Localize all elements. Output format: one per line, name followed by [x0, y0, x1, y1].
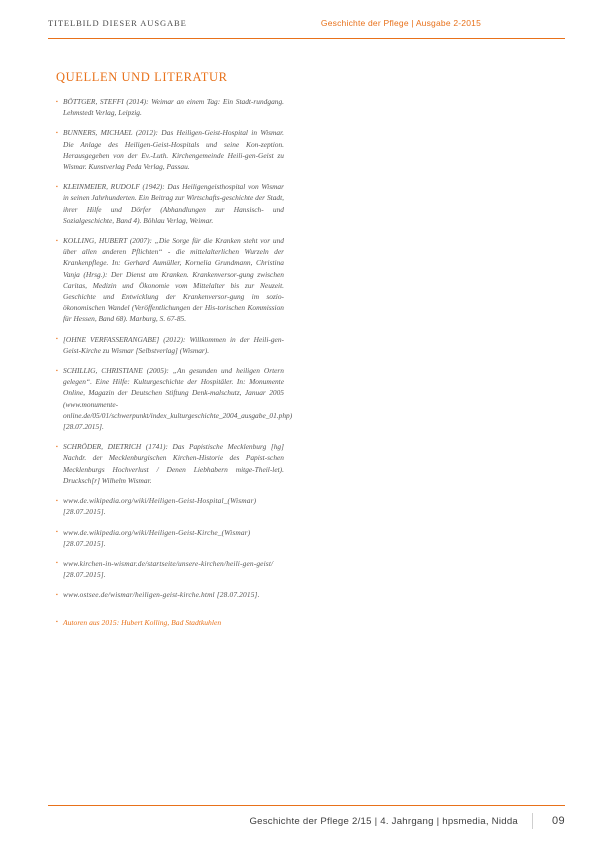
reference-item-url[interactable]: ▪ www.ostsee.de/wismar/heiligen-geist-kirche.html [28.07.2015]. [56, 589, 284, 600]
reference-item: ▪ KLEINMEIER, RUDOLF (1942): Das Heiligengeisthospital von Wismar in seinen Jahrhunderten. Ein Beitrag zur Wirtschafts-geschichte der Stadt, ihrer Hilfe und Dörfer (Abhandlungen zur Hansisch- und Sozialgeschichte, Band 4). Böhlau Verlag, Weimar. [56, 181, 284, 226]
page-header [48, 18, 565, 40]
footer-divider [48, 805, 565, 806]
reference-item: ▪ BÖTTGER, STEFFI (2014): Weimar an einem Tag: Ein Stadt-rundgang. Lehmstedt Verlag, Leipzig. [56, 96, 284, 118]
reference-item: ▪ KOLLING, HUBERT (2007): „Die Sorge für die Kranken steht vor und über allen anderen Pflichten“ - die mittelalterlichen Wurzeln der Krankenpflege. In: Gerhard Aumüller, Kornelia Grundmann, Christina Vanja (Hrsg.): Der Dienst am Kranken. Krankenversor-gung zwischen Caritas, Medizin und Ökonomie vom Mittelalter bis zur Neuzeit. Geschichte und Entwicklung der Krankenversor-gung im sozio-ökonomischen Wandel (Veröffentlichungen der His-torischen Kommission für Hessen, Band 68). Marburg, S. 67-85. [56, 235, 284, 325]
reference-item-url[interactable]: ▪ www.de.wikipedia.org/wiki/Heiligen-Geist-Kirche_(Wismar) [28.07.2015]. [56, 527, 284, 549]
footer-imprint: Geschichte der Pflege 2/15 | 4. Jahrgang | hpsmedia, Nidda [249, 815, 518, 827]
reference-item: ▪ SCHRÖDER, DIETRICH (1741): Das Papistische Mecklenburg [hg] Nachdr. der Mecklenburgischen Kirchen-Historie des Papist-schen Mecklenburgs Hochverlust / Denen Liebhabern mitge-Theil-let). Drucksch[r] Wilhelm Wismar. [56, 441, 284, 486]
reference-item-url[interactable]: ▪ www.kirchen-in-wismar.de/startseite/unsere-kirchen/heili-gen-geist/ [28.07.2015]. [56, 558, 284, 580]
reference-item: ▪ SCHILLIG, CHRISTIANE (2005): „An gesunden und heiligen Ortern gelegen“. Eine Hilfe: Kulturgeschichte der Hospitäler. In: Monumente Online, Magazin der Deutschen Stiftung Denk-malschutz, Januar 2005 (www.monumente-online.de/05/01/schwerpunkt/index_kulturgeschichte_2004_ausgabe_01.php) [28.07.2015]. [56, 365, 284, 432]
reference-item: ▪ [OHNE VERFASSERANGABE] (2012): Willkommen in der Heili-gen-Geist-Kirche zu Wismar [Selbstverlag] (Wismar). [56, 334, 284, 356]
main-content [56, 70, 293, 635]
page-footer [48, 811, 565, 831]
reference-item: ▪ BUNNERS, MICHAEL (2012): Das Heiligen-Geist-Hospital in Wismar. Die Anlage des Heiligen-Geist-Hospitals und seine Kon-zeption. Herausgegeben von der Ev.-Luth. Kirchengemeinde Heili-gen-Geist zu Wismar. Kunstverlag Peda Verlag, Passau. [56, 127, 284, 172]
footer-separator [532, 813, 533, 829]
reference-item-url[interactable]: ▪ www.de.wikipedia.org/wiki/Heiligen-Geist-Hospital_(Wismar) [28.07.2015]. [56, 495, 284, 517]
header-publication-title: Geschichte der Pflege | Ausgabe 2-2015 [320, 18, 481, 28]
header-issue-title: TITELBILD DIESER AUSGABE [48, 18, 187, 28]
author-note: ▪ Autoren aus 2015: Hubert Kolling, Bad Stadtkuhlen [56, 617, 284, 628]
page-title: QUELLEN UND LITERATUR [56, 70, 228, 84]
page-number: 09 [551, 815, 565, 827]
header-divider [48, 38, 565, 39]
